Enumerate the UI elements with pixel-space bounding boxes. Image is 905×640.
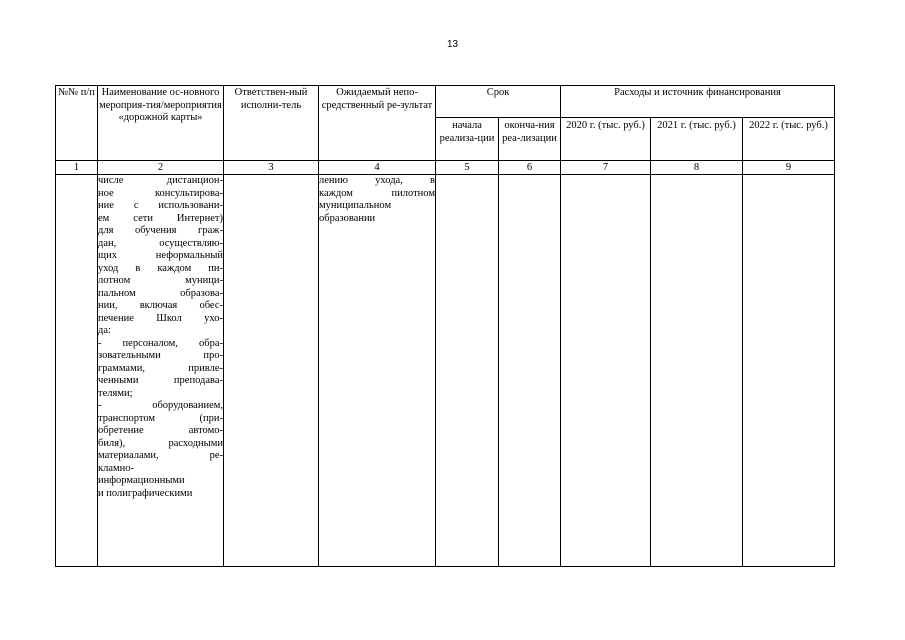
column-number: 2 [98,161,224,175]
cell-result [319,175,436,567]
name-line: обретение автомо- [98,425,223,436]
table-row [56,175,835,567]
name-line: зовательными про- [98,350,223,361]
name-line: дан, осуществляю- [98,237,223,249]
name-line: ем сети Интернет) [98,212,223,224]
header-2020: 2020 г. (тыс. руб.) [561,118,651,161]
header-num: №№ п/п [56,86,98,161]
column-number: 7 [561,161,651,175]
result-line: образовании [319,212,376,224]
cell-num [56,175,98,567]
name-line: нии, включая обес- [98,300,223,311]
name-line: печение Школ ухо- [98,312,223,324]
header-result: Ожидаемый непо-средственный ре-зультат [319,86,436,161]
name-line: да: [98,325,111,336]
cell-2020 [561,175,651,567]
name-line: уход в каждом пи- [98,262,223,274]
name-line: лотном муници- [98,275,223,286]
column-number: 3 [224,161,319,175]
column-number: 4 [319,161,436,175]
name-line: - персоналом, обра- [98,337,223,349]
cell-responsible [224,175,319,567]
page-number: 13 [446,39,459,50]
header-2021: 2021 г. (тыс. руб.) [651,118,743,161]
header-2022: 2022 г. (тыс. руб.) [743,118,835,161]
cell-2022 [743,175,835,567]
name-line: пальном образова- [98,287,223,299]
roadmap-table [55,85,835,567]
header-expenses: Расходы и источник финансирования [561,86,835,118]
column-number: 6 [499,161,561,175]
name-line: граммами, привле- [98,362,223,374]
header-name: Наименование ос-новного мероприя-тия/мероприятия «дорожной карты» [98,86,224,161]
header-term-start: начала реализа-ции [436,118,499,161]
cell-term-start [436,175,499,567]
cell-2021 [651,175,743,567]
name-line: информационными [98,475,185,486]
name-line: кламно- [98,462,135,474]
name-line: ние с использовани- [98,200,223,211]
name-line: ное консультирова- [98,187,223,199]
name-line: щих неформальный [98,250,223,261]
cell-name [98,175,224,567]
result-line: каждом пилотном [319,187,435,199]
name-line: - оборудованием, [98,400,223,411]
column-number: 8 [651,161,743,175]
name-line: ченными преподава- [98,375,223,386]
name-line: и полиграфическими [98,487,193,499]
column-number: 9 [743,161,835,175]
name-line: транспортом (при- [98,412,223,424]
name-line: материалами, ре- [98,450,223,461]
name-line: для обучения граж- [98,225,223,236]
result-line: лению ухода, в [319,175,435,186]
column-number: 5 [436,161,499,175]
header-term: Срок [436,86,561,118]
cell-term-end [499,175,561,567]
name-line: телями; [98,387,133,399]
name-line: биля), расходными [98,437,223,449]
name-line: числе дистанцион- [98,175,223,186]
header-term-end: оконча-ния реа-лизации [499,118,561,161]
result-line: муниципальном [319,200,392,211]
header-responsible: Ответствен-ный исполни-тель [224,86,319,161]
column-number: 1 [56,161,98,175]
